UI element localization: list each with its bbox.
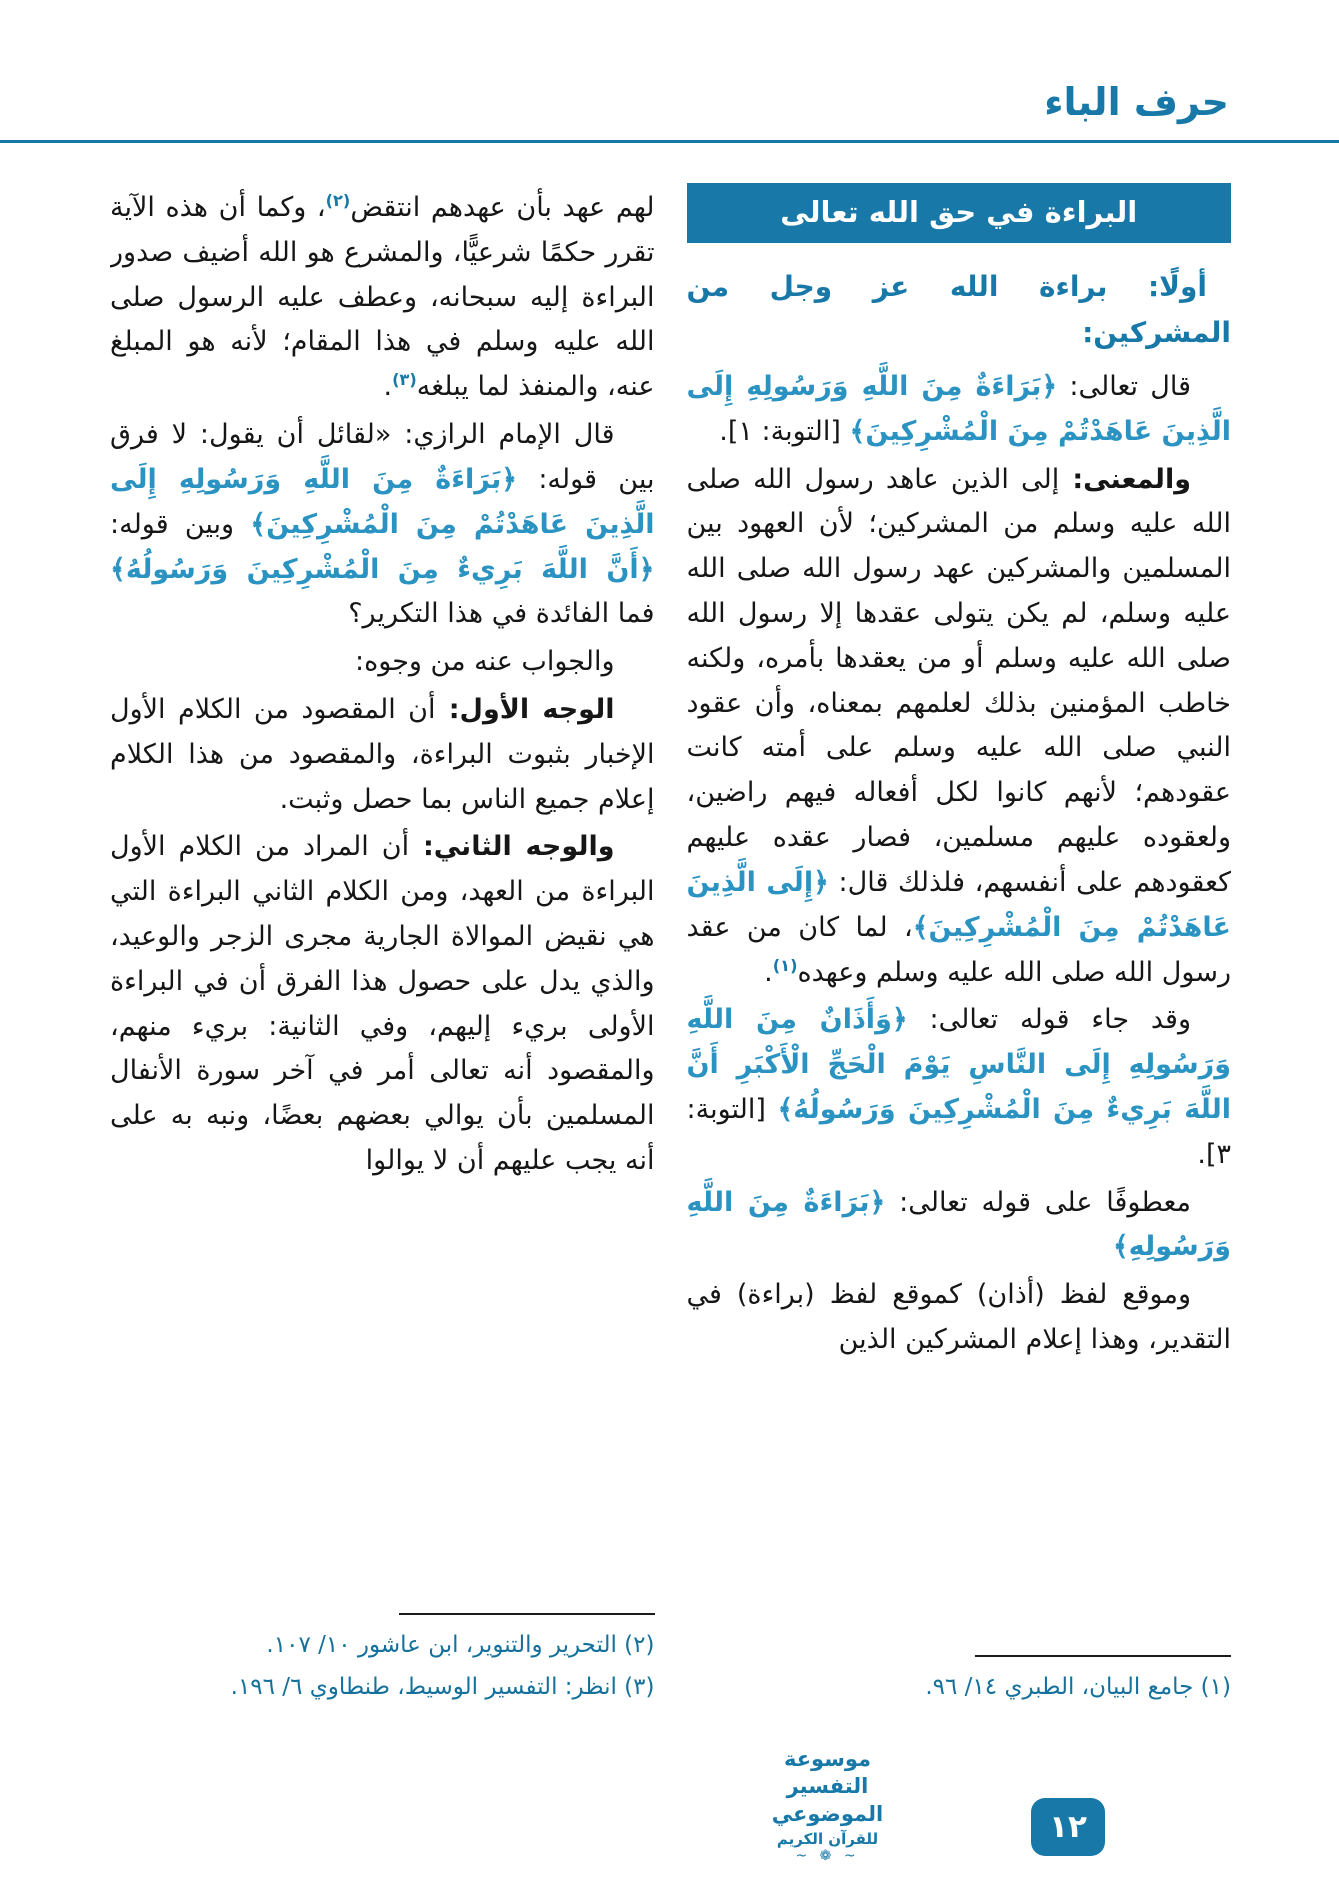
quran-verse: ﴿بَرَاءَةٌ مِنَ اللَّهِ وَرَسُولِهِ﴾: [686, 1186, 1231, 1263]
text-run: فما الفائدة في هذا التكرير؟: [348, 598, 655, 630]
section-title-box: البراءة في حق الله تعالى: [687, 183, 1232, 243]
right-footnote-list: [687, 1669, 1232, 1706]
text-run: ، لما كان من عقد رسول الله صلى الله عليه وسلم وعهده: [686, 911, 1231, 988]
left-footnote-list: [110, 1627, 655, 1706]
text-run: قال تعالى:: [1057, 370, 1191, 402]
paragraph: [110, 825, 655, 1184]
publisher-emblem: [740, 1746, 915, 1864]
chapter-title: حرف الباء: [1044, 80, 1229, 124]
quran-verse: ﴿أَنَّ اللَّهَ بَرِيءٌ مِنَ الْمُشْرِكِينَ وَرَسُولُهُ﴾: [110, 553, 655, 585]
paragraph: [687, 264, 1232, 357]
text-run: قال الإمام الرازي: «لقائل أن يقول: لا فرق بين قوله:: [110, 419, 655, 495]
text-run: وبين قوله:: [110, 508, 251, 540]
paragraph: [110, 688, 655, 822]
right-column-text: [687, 261, 1232, 1366]
text-columns: [0, 143, 1339, 1711]
text-run: والمعنى:: [1059, 463, 1191, 495]
text-run: وقد جاء قوله تعالى:: [907, 1004, 1191, 1036]
text-run: إلى الذين عاهد رسول الله صلى الله عليه وسلم من المشركين؛ لأن العهود بين المسلمين والمشركين عهد رسول الله صلى الله عليه وسلم، لم يكن يتولى عقدها إلا رسول الله صلى الله عليه وسلم أو من يعقدها بأمره، ولكنه خاطب المؤمنين بذلك لعلمهم بمعناه، وأن عقود النبي صلى الله عليه وسلم على أمته كانت عقودهم؛ لأنهم كانوا لكل أفعاله فيهم راضين، ولعقوده عليهم مسلمين، فصار عقده عليهم كعقودهم على أنفسهم، فلذلك قال:: [686, 463, 1231, 898]
text-run: [التوبة: ٣].: [686, 1093, 1231, 1170]
text-run: .: [764, 956, 773, 988]
footnote: (١) جامع البيان، الطبري ١٤/ ٩٦.: [925, 1674, 1231, 1701]
footnote: (٢) التحرير والتنوير، ابن عاشور ١٠/ ١٠٧.: [266, 1632, 655, 1659]
text-run: أن المقصود من الكلام الأول الإخبار بثبوت البراءة، والمقصود من هذا الكلام إعلام جميع الناس بما حصل وثبت.: [110, 693, 655, 815]
paragraph: [687, 458, 1232, 996]
paragraph: [110, 413, 655, 637]
page-header: [0, 0, 1339, 124]
text-run: [التوبة: ١].: [719, 415, 850, 447]
footnote-marker: (١): [772, 955, 798, 975]
quran-verse: ﴿وَأَذَانٌ مِنَ اللَّهِ وَرَسُولِهِ إِلَى النَّاسِ يَوْمَ الْحَجِّ الْأَكْبَرِ أَنَّ اللَّهَ بَرِيءٌ مِنَ الْمُشْرِكِينَ وَرَسُولُهُ﴾: [686, 1004, 1231, 1125]
right-footnote-area: [687, 1645, 1232, 1711]
text-run: .: [383, 371, 393, 403]
emblem-subtitle: للقرآن الكريم: [776, 1830, 879, 1848]
paragraph: [110, 640, 655, 685]
text-run: معطوفًا على قوله تعالى:: [885, 1186, 1191, 1218]
text-run: والجواب عنه من وجوه:: [355, 646, 615, 678]
paragraph: [687, 365, 1232, 455]
emblem-flourish-icon: ~ ❁ ~: [795, 1848, 860, 1864]
footnote-marker: (٢): [325, 191, 351, 210]
text-run: الوجه الأول:: [435, 693, 615, 725]
page-number-badge: ١٢: [1031, 1798, 1105, 1856]
footnote-divider: [399, 1613, 655, 1615]
text-run: والوجه الثاني:: [409, 831, 615, 863]
paragraph: [687, 1181, 1232, 1271]
paragraph: [687, 1273, 1232, 1363]
left-column-text: [110, 183, 655, 1187]
quran-verse: ﴿بَرَاءَةٌ مِنَ اللَّهِ وَرَسُولِهِ إِلَى الَّذِينَ عَاهَدْتُمْ مِنَ الْمُشْرِكِينَ﴾: [110, 463, 655, 540]
paragraph: [687, 998, 1232, 1177]
text-run: أولًا: براءة الله عز وجل من المشركين:: [686, 270, 1231, 350]
emblem-title: موسوعة التفسير الموضوعي: [771, 1747, 884, 1826]
footnote-marker: (٣): [392, 370, 417, 390]
left-column: [110, 183, 655, 1711]
footnote-divider: [975, 1655, 1231, 1657]
text-run: أن المراد من الكلام الأول البراءة من العهد، ومن الكلام الثاني البراءة التي هي نقيض الموالاة الجارية مجرى الزجر والوعيد، والذي يدل على حصول هذا الفرق أن في البراءة الأولى بريء إليهم، وفي الثانية: بريء منهم، والمقصود أنه تعالى أمر في آخر سورة الأنفال المسلمين بأن يوالي بعضهم بعضًا، ونبه به على أنه يجب عليهم أن لا يوالوا: [110, 831, 655, 1177]
right-column: [687, 183, 1232, 1711]
footnote: (٣) انظر: التفسير الوسيط، طنطاوي ٦/ ١٩٦.: [230, 1674, 655, 1701]
paragraph: [110, 186, 655, 410]
quran-verse: ﴿بَرَاءَةٌ مِنَ اللَّهِ وَرَسُولِهِ إِلَى الَّذِينَ عَاهَدْتُمْ مِنَ الْمُشْرِكِينَ﴾: [686, 370, 1231, 447]
text-run: ، وكما أن هذه الآية تقرر حكمًا شرعيًّا، والمشرع هو الله أضيف صدور البراءة إليه سبحانه، وعطف عليه الرسول صلى الله عليه وسلم في هذا المقام؛ لأنه هو المبلغ عنه، والمنفذ لما يبلغه: [110, 192, 655, 403]
text-run: وموقع لفظ (أذان) كموقع لفظ (براءة) في التقدير، وهذا إعلام المشركين الذين: [686, 1279, 1231, 1355]
text-run: لهم عهد بأن عهدهم انتقض: [350, 192, 655, 223]
quran-verse: ﴿إِلَى الَّذِينَ عَاهَدْتُمْ مِنَ الْمُشْرِكِينَ﴾: [686, 866, 1231, 943]
left-footnote-area: [110, 1603, 655, 1711]
